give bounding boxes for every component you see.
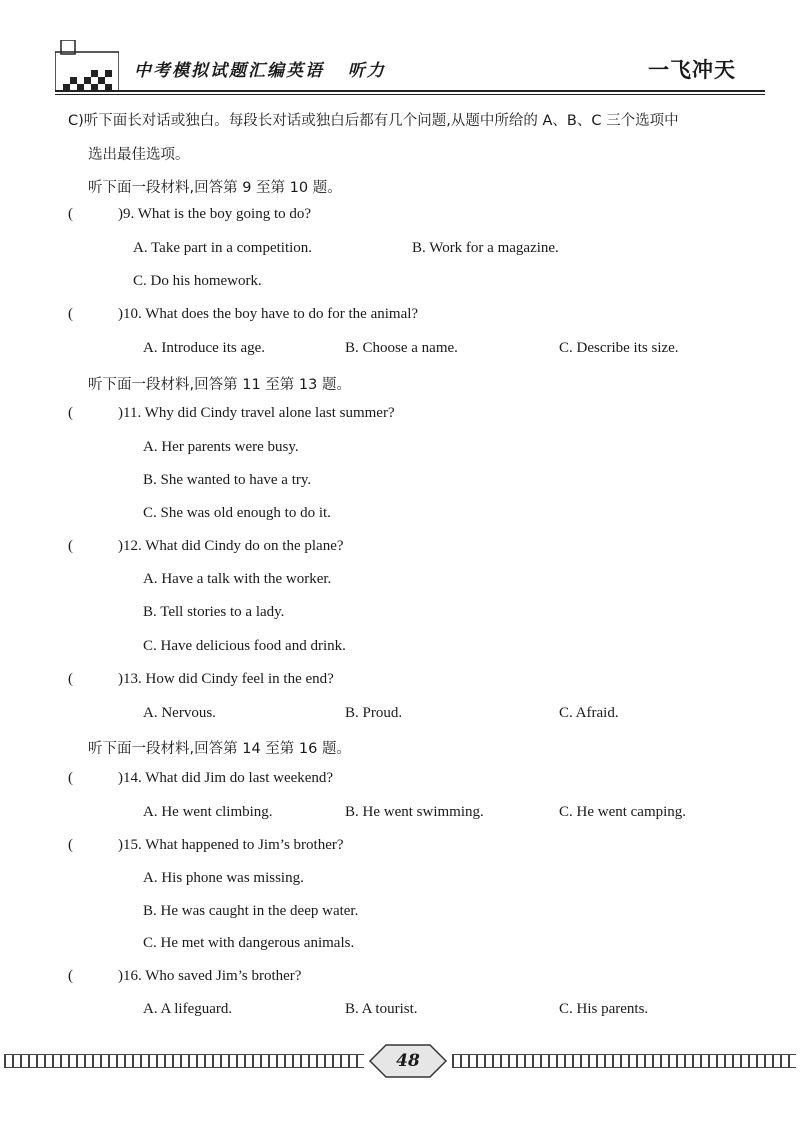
question-text: )10. What does the boy have to do for the animal? (118, 306, 419, 322)
header-rule-thin (55, 94, 765, 95)
answer-blank[interactable]: ( (68, 206, 73, 222)
option-b: B. He went swimming. (345, 804, 484, 820)
option-b: B. He was caught in the deep water. (143, 903, 359, 919)
decorative-border-right (452, 1054, 796, 1068)
material-heading: 听下面一段材料,回答第 9 至第 10 题。 (88, 180, 342, 196)
header-rule (55, 90, 765, 92)
answer-blank[interactable]: ( (68, 405, 73, 421)
question-text: )13. How did Cindy feel in the end? (118, 671, 334, 687)
question-text: )14. What did Jim do last weekend? (118, 770, 334, 786)
decorative-border-left (4, 1054, 364, 1068)
section-instruction-cont: 选出最佳选项。 (88, 147, 190, 163)
option-c: C. He went camping. (559, 804, 687, 820)
answer-blank[interactable]: ( (68, 671, 73, 687)
question-text: )12. What did Cindy do on the plane? (118, 538, 344, 554)
option-b: B. She wanted to have a try. (143, 472, 312, 488)
option-b: B. Work for a magazine. (412, 240, 559, 256)
option-c: C. Have delicious food and drink. (143, 638, 346, 654)
answer-blank[interactable]: ( (68, 306, 73, 322)
option-b: B. Tell stories to a lady. (143, 604, 285, 620)
question-text: )11. Why did Cindy travel alone last summer? (118, 405, 395, 421)
page-header (0, 0, 800, 104)
question-text: )16. Who saved Jim’s brother? (118, 968, 302, 984)
material-heading: 听下面一段材料,回答第 11 至第 13 题。 (88, 377, 351, 393)
option-a: A. He went climbing. (143, 804, 273, 820)
question-text: )9. What is the boy going to do? (118, 206, 312, 222)
answer-blank[interactable]: ( (68, 837, 73, 853)
page-number: 48 (396, 1051, 420, 1071)
answer-blank[interactable]: ( (68, 968, 73, 984)
answer-blank[interactable]: ( (68, 538, 73, 554)
option-b: B. A tourist. (345, 1001, 418, 1017)
option-c: C. Do his homework. (133, 273, 262, 289)
option-c: C. She was old enough to do it. (143, 505, 331, 521)
option-c: C. Describe its size. (559, 340, 679, 356)
option-c: C. Afraid. (559, 705, 619, 721)
option-a: A. Her parents were busy. (143, 439, 299, 455)
section-instruction: C)听下面长对话或独白。每段长对话或独白后都有几个问题,从题中所给的 A、B、C 三个选项中 (68, 113, 679, 129)
header-brand: 一飞冲天 (648, 58, 736, 82)
page-footer (0, 1032, 800, 1092)
option-a: A. Nervous. (143, 705, 216, 721)
option-b: B. Choose a name. (345, 340, 458, 356)
question-text: )15. What happened to Jim’s brother? (118, 837, 344, 853)
option-b: B. Proud. (345, 705, 403, 721)
answer-blank[interactable]: ( (68, 770, 73, 786)
checkerboard-logo-icon (55, 40, 119, 92)
option-a: A. Take part in a competition. (133, 240, 313, 256)
option-c: C. He met with dangerous animals. (143, 935, 355, 951)
header-title: 中考模拟试题汇编英语 听力 (134, 61, 386, 81)
page-number-badge (368, 1042, 448, 1080)
option-a: A. A lifeguard. (143, 1001, 233, 1017)
option-a: A. Have a talk with the worker. (143, 571, 332, 587)
material-heading: 听下面一段材料,回答第 14 至第 16 题。 (88, 741, 351, 757)
option-a: A. Introduce its age. (143, 340, 266, 356)
option-c: C. His parents. (559, 1001, 649, 1017)
option-a: A. His phone was missing. (143, 870, 304, 886)
